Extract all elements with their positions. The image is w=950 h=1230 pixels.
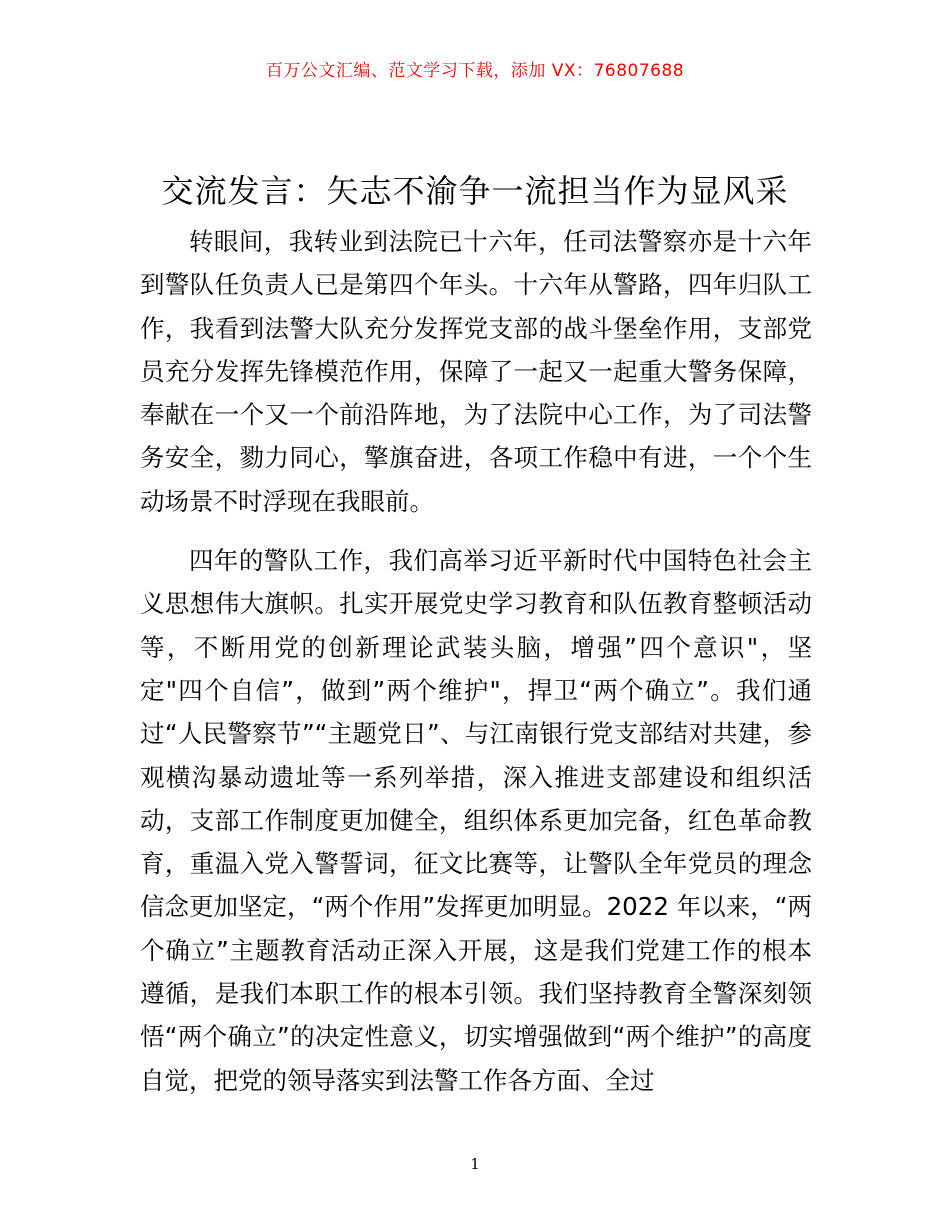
- document-body: [140, 220, 812, 1102]
- document-title: 交流发言：矢志不渝争一流担当作为显风采: [161, 172, 789, 210]
- page-number: 1: [470, 1155, 480, 1173]
- paragraph: 转眼间，我转业到法院已十六年，任司法警察亦是十六年到警队任负责人已是第四个年头。十六年从警路，四年归队工作，我看到法警大队充分发挥党支部的战斗堡垒作用，支部党员充分发挥先锋模范作用，保障了一起又一起重大警务保障，奉献在一个又一个前沿阵地，为了法院中心工作，为了司法警务安全，勠力同心，擎旗奋进，各项工作稳中有进，一个个生动场景不时浮现在我眼前。: [140, 227, 812, 516]
- paragraph: 四年的警队工作，我们高举习近平新时代中国特色社会主义思想伟大旗帜。扎实开展党史学习教育和队伍教育整顿活动等，不断用党的创新理论武装头脑，增强”四个意识"，坚定"四个自信”，做到”两个维护"，捍卫“两个确立”。我们通过“人民警察节”“主题党日”、与江南银行党支部结对共建，参观横沟暴动遗址等一系列举措，深入推进支部建设和组织活动，支部工作制度更加健全，组织体系更加完备，红色革命教育，重温入党入警誓词，征文比赛等，让警队全年党员的理念信念更加坚定，“两个作用”发挥更加明显。2022 年以来，“两个确立”主题教育活动正深入开展，这是我们党建工作的根本遵循，是我们本职工作的根本引领。我们坚持教育全警深刻领悟“两个确立”的决定性意义，切实增强做到“两个维护”的高度自觉，把党的领导落实到法警工作各方面、全过: [140, 546, 812, 1095]
- header-banner: 百万公文汇编、范文学习下载，添加 VX：76807688: [265, 61, 685, 81]
